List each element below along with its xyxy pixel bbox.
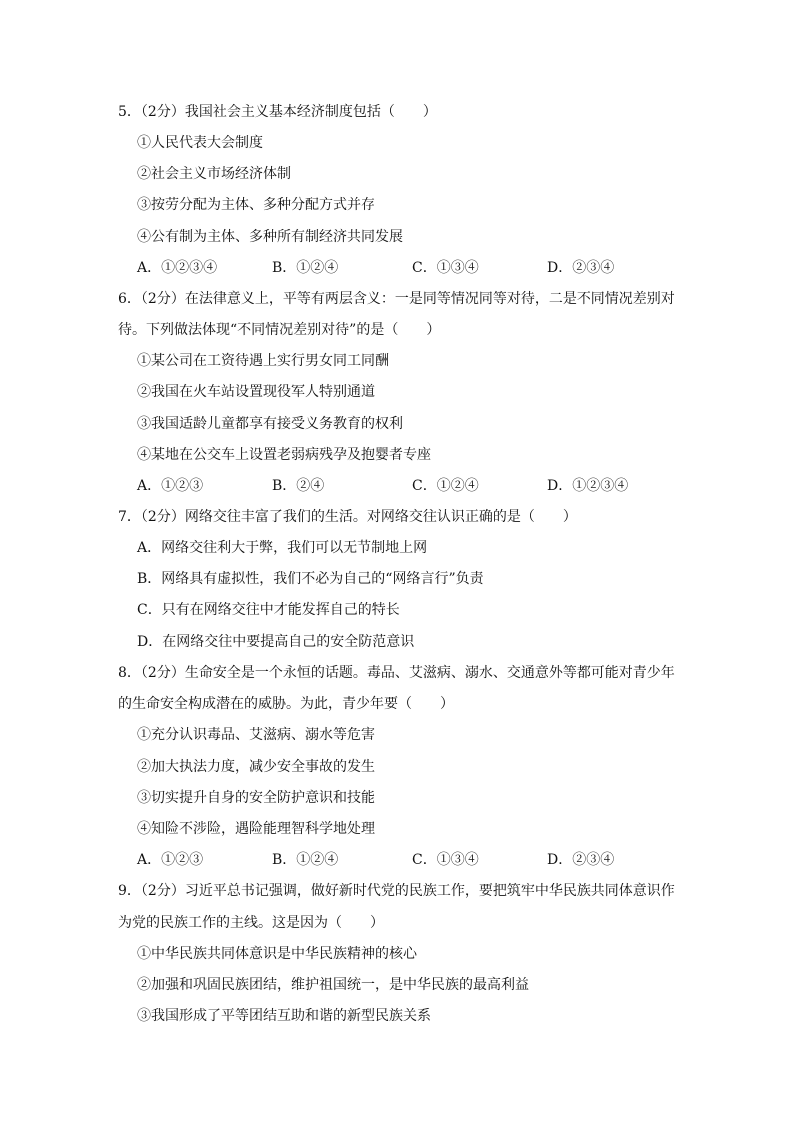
question-5-option-c[interactable]: C．①③④ <box>412 260 479 276</box>
question-5-statement-3: ③按劳分配为主体、多种分配方式并存 <box>137 197 375 213</box>
question-9-statement-1: ①中华民族共同体意识是中华民族精神的核心 <box>137 946 417 962</box>
question-7-choice-d[interactable]: D．在网络交往中要提高自己的安全防范意识 <box>137 634 415 650</box>
question-6-stem-continued: 待。下列做法体现“不同情况差别对待”的是（ ） <box>118 322 441 338</box>
question-9-stem-continued: 为党的民族工作的主线。这是因为（ ） <box>118 915 384 931</box>
question-5-stem: 5．（2分）我国社会主义基本经济制度包括（ ） <box>118 104 437 120</box>
question-5-option-b[interactable]: B．①②④ <box>272 260 339 276</box>
question-8-statement-4: ④知险不涉险，遇险能理智科学地处理 <box>137 821 375 837</box>
question-5-statement-1: ①人民代表大会制度 <box>137 135 263 151</box>
question-8-statement-3: ③切实提升自身的安全防护意识和技能 <box>137 790 375 806</box>
question-8-option-a[interactable]: A．①②③ <box>137 852 204 868</box>
question-6-statement-3: ③我国适龄儿童都享有接受义务教育的权利 <box>137 416 403 432</box>
question-8-option-c[interactable]: C．①③④ <box>412 852 479 868</box>
question-8-option-d[interactable]: D．②③④ <box>547 852 615 868</box>
question-6-option-c[interactable]: C．①②④ <box>412 478 479 494</box>
question-7-choice-a[interactable]: A．网络交往利大于弊，我们可以无节制地上网 <box>137 540 428 556</box>
question-9-statement-3: ③我国形成了平等团结互助和谐的新型民族关系 <box>137 1008 431 1024</box>
question-5-option-d[interactable]: D．②③④ <box>547 260 615 276</box>
question-5-statement-4: ④公有制为主体、多种所有制经济共同发展 <box>137 229 403 245</box>
question-8-statement-1: ①充分认识毒品、艾滋病、溺水等危害 <box>137 727 375 743</box>
question-8-statement-2: ②加大执法力度，减少安全事故的发生 <box>137 759 375 775</box>
question-8-option-b[interactable]: B．①②④ <box>272 852 339 868</box>
question-9-statement-2: ②加强和巩固民族团结，维护祖国统一，是中华民族的最高利益 <box>137 977 529 993</box>
question-8-stem: 8．（2分）生命安全是一个永恒的话题。毒品、艾滋病、溺水、交通意外等都可能对青少年 <box>118 665 675 681</box>
question-6-statement-4: ④某地在公交车上设置老弱病残孕及抱婴者专座 <box>137 447 431 463</box>
question-6-statement-1: ①某公司在工资待遇上实行男女同工同酬 <box>137 353 389 369</box>
question-9-stem: 9．（2分）习近平总书记强调，做好新时代党的民族工作，要把筑牢中华民族共同体意识作 <box>118 883 675 899</box>
question-5-statement-2: ②社会主义市场经济体制 <box>137 166 291 182</box>
question-7-stem: 7．（2分）网络交往丰富了我们的生活。对网络交往认识正确的是（ ） <box>118 509 577 525</box>
question-6-option-b[interactable]: B．②④ <box>272 478 325 494</box>
question-6-stem: 6．（2分）在法律意义上，平等有两层含义：一是同等情况同等对待，二是不同情况差别对 <box>118 291 675 307</box>
question-6-option-d[interactable]: D．①②③④ <box>547 478 629 494</box>
question-6-statement-2: ②我国在火车站设置现役军人特别通道 <box>137 384 375 400</box>
question-7-choice-b[interactable]: B．网络具有虚拟性，我们不必为自己的“网络言行”负责 <box>137 571 484 587</box>
question-6-option-a[interactable]: A．①②③ <box>137 478 204 494</box>
question-5-option-a[interactable]: A．①②③④ <box>137 260 218 276</box>
question-7-choice-c[interactable]: C．只有在网络交往中才能发挥自己的特长 <box>137 602 400 618</box>
question-8-stem-continued: 的生命安全构成潜在的威胁。为此，青少年要（ ） <box>118 696 454 712</box>
